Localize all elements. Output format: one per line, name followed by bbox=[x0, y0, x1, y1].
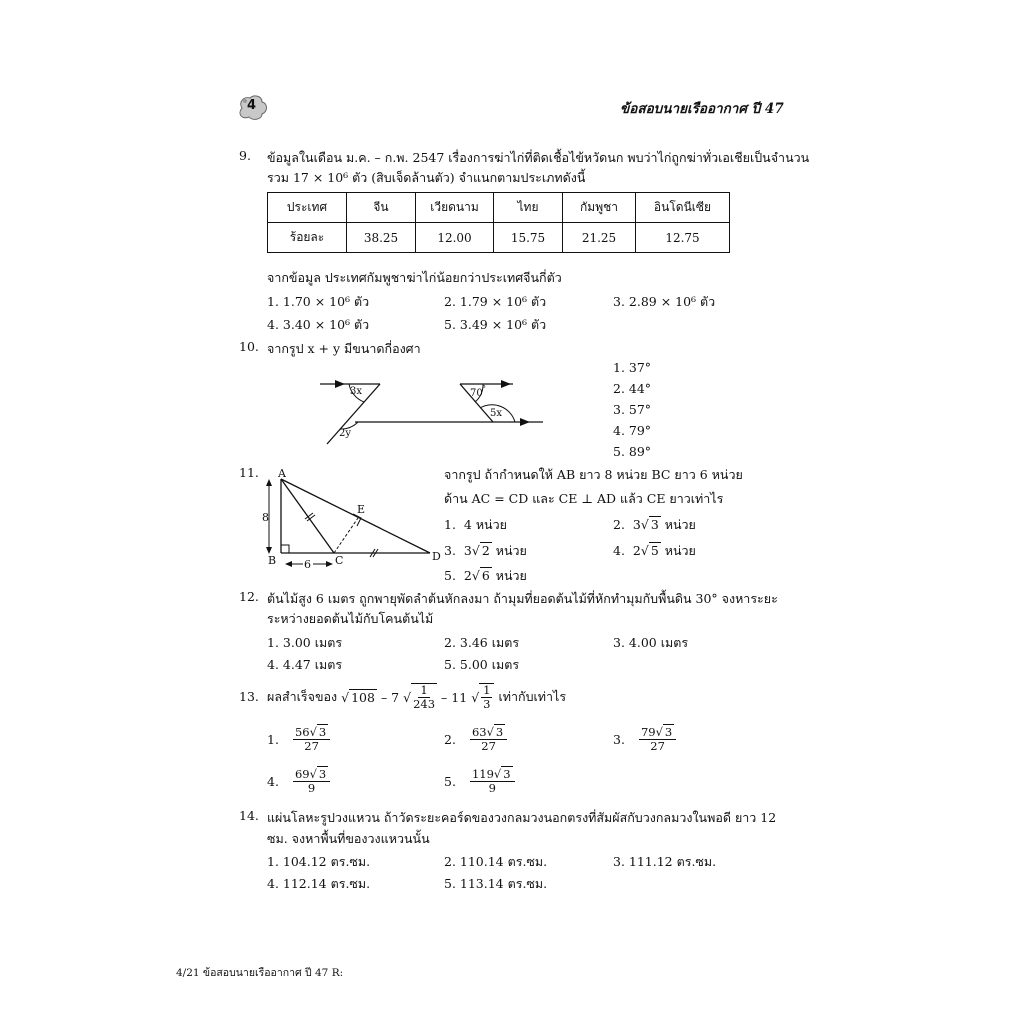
q9-question: จากข้อมูล ประเทศกัมพูชาฆ่าไก่น้อยกว่าประเทศจีนกี่ตัว bbox=[267, 270, 562, 285]
q9-line2: รวม 17 × 10⁶ ตัว (สิบเจ็ดล้านตัว) จำแนกตามประเภทดังนี้ bbox=[267, 170, 586, 185]
q14-choice-5: 5. 113.14 ตร.ซม. bbox=[444, 876, 548, 891]
arrow-icon bbox=[266, 547, 272, 554]
angle-label-deg: ° bbox=[482, 384, 486, 393]
choice-radicand: 2 bbox=[481, 543, 490, 558]
choice-number: 1. bbox=[267, 732, 279, 747]
choice-number: 5. bbox=[444, 568, 456, 583]
choice-number: 3. bbox=[613, 732, 625, 747]
q14-choice-1: 1. 104.12 ตร.ซม. bbox=[267, 854, 371, 869]
choice-coef: 2 bbox=[632, 543, 641, 558]
table-header-label: ประเทศ bbox=[268, 193, 347, 223]
choice-radicand: 5 bbox=[650, 543, 659, 558]
choice-coef: 2 bbox=[463, 568, 472, 583]
q9-number: 9. bbox=[239, 148, 251, 163]
arrow-icon bbox=[326, 561, 333, 567]
q13-expression bbox=[267, 680, 566, 714]
q11-choice-1 bbox=[444, 515, 507, 535]
choice-number: 4. bbox=[613, 543, 625, 558]
vertex-A: A bbox=[278, 467, 286, 480]
table-col-china: จีน bbox=[347, 193, 416, 223]
q14-line2: ซม. จงหาพื้นที่ของวงแหวนนั้น bbox=[267, 831, 430, 846]
q13-coef-3: – 11 bbox=[441, 689, 468, 705]
angle-label-5x: 5x bbox=[490, 408, 503, 419]
choice-number: 1. bbox=[444, 517, 456, 532]
sqrt-term-1: √ 108 bbox=[341, 689, 375, 705]
q9-choice-4: 4. 3.40 × 10⁶ ตัว bbox=[267, 317, 370, 332]
choice-unit: หน่วย bbox=[660, 517, 696, 532]
table-col-indonesia: อินโดนีเซีย bbox=[636, 193, 730, 223]
q11-line2: ด้าน AC = CD และ CE ⊥ AD แล้ว CE ยาวเท่าไร bbox=[444, 491, 724, 506]
q14-choice-2: 2. 110.14 ตร.ซม. bbox=[444, 854, 548, 869]
vertex-C: C bbox=[335, 554, 344, 567]
arrow-icon bbox=[266, 479, 272, 486]
q10-choice-4: 4. 79° bbox=[613, 423, 652, 438]
segment-AC bbox=[281, 479, 334, 553]
q13-number: 13. bbox=[239, 689, 259, 704]
q14-choice-3: 3. 111.12 ตร.ซม. bbox=[613, 854, 717, 869]
q12-choice-3: 3. 4.00 เมตร bbox=[613, 635, 689, 650]
q13-choice-4 bbox=[267, 768, 330, 795]
choice-fraction: $\frac{79√ 3}{27}$ bbox=[639, 726, 676, 753]
choice-number: 2. bbox=[444, 732, 456, 747]
q13-choice-3 bbox=[613, 726, 676, 753]
q11-choice-4: 4. 2√ 5 หน่วย bbox=[613, 543, 696, 558]
segment-CE bbox=[334, 518, 358, 553]
table-cell: 12.75 bbox=[636, 223, 730, 253]
q14-choice-4: 4. 112.14 ตร.ซม. bbox=[267, 876, 371, 891]
choice-coef: 3 bbox=[463, 543, 472, 558]
label-8: 8 bbox=[262, 511, 269, 524]
q11-choice-3: 3. 3√ 2 หน่วย bbox=[444, 543, 527, 558]
q12-number: 12. bbox=[239, 589, 259, 604]
arrow-icon bbox=[501, 380, 511, 388]
page-footer: 4/21 ข้อสอบนายเรืออากาศ ปี 47 R: bbox=[176, 967, 344, 979]
angle-label-2y: 2y bbox=[339, 428, 352, 439]
sqrt-term-3: √ $\frac{1}{3}$ bbox=[471, 683, 494, 711]
denominator: 243 bbox=[413, 697, 436, 711]
q12-line1: ต้นไม้สูง 6 เมตร ถูกพายุพัดลำต้นหักลงมา ถ้ามุมที่ยอดต้นไม้ที่หักทำมุมกับพื้นดิน 30° จงหาระยะ bbox=[267, 591, 778, 606]
q13-coef-2: – 7 bbox=[380, 689, 400, 705]
q11-triangle-figure bbox=[258, 466, 448, 570]
q12-line2: ระหว่างยอดต้นไม้กับโคนต้นไม้ bbox=[267, 611, 434, 626]
right-angle-mark bbox=[281, 545, 289, 553]
numerator: 1 bbox=[483, 683, 491, 697]
q9-choice-1: 1. 1.70 × 10⁶ ตัว bbox=[267, 294, 370, 309]
choice-fraction: $\frac{69√ 3}{9}$ bbox=[293, 768, 330, 795]
choice-radicand: 3 bbox=[650, 517, 659, 532]
q10-parallel-lines-figure bbox=[315, 374, 550, 446]
choice-number: 2. bbox=[613, 517, 625, 532]
choice-fraction: $\frac{63√ 3}{27}$ bbox=[470, 726, 507, 753]
arrow-icon bbox=[335, 380, 345, 388]
choice-unit: หน่วย bbox=[491, 543, 527, 558]
numerator: 1 bbox=[420, 683, 428, 697]
q12-choice-2: 2. 3.46 เมตร bbox=[444, 635, 520, 650]
table-row-label: ร้อยละ bbox=[268, 223, 347, 253]
q9-choice-2: 2. 1.79 × 10⁶ ตัว bbox=[444, 294, 547, 309]
vertex-E: E bbox=[357, 503, 366, 516]
choice-coef: 4 bbox=[463, 517, 472, 532]
arrow-icon bbox=[520, 418, 530, 426]
table-cell: 12.00 bbox=[416, 223, 494, 253]
page-header-title: ข้อสอบนายเรืออากาศ ปี 47 bbox=[620, 101, 784, 117]
choice-number: 3. bbox=[444, 543, 456, 558]
table-row bbox=[268, 223, 730, 253]
denominator: 3 bbox=[483, 697, 491, 711]
radicand: 108 bbox=[351, 689, 375, 705]
label-6: 6 bbox=[304, 558, 311, 570]
side-AD bbox=[281, 479, 430, 553]
choice-number: 4. bbox=[267, 774, 279, 789]
q11-number: 11. bbox=[239, 465, 259, 480]
angle-label-70: 70 bbox=[470, 388, 483, 399]
q9-line1: ข้อมูลในเดือน ม.ค. – ก.พ. 2547 เรื่องการฆ่าไก่ที่ติดเชื้อไข้หวัดนก พบว่าไก่ถูกฆ่าทั่วเอเชียเป็นจำนวน bbox=[267, 150, 810, 165]
table-cell: 38.25 bbox=[347, 223, 416, 253]
choice-fraction: $\frac{119√ 3}{9}$ bbox=[470, 768, 515, 795]
q12-choice-4: 4. 4.47 เมตร bbox=[267, 657, 343, 672]
choice-number: 5. bbox=[444, 774, 456, 789]
q11-choice-5: 5. 2√ 6 หน่วย bbox=[444, 568, 527, 583]
choice-unit: หน่วย bbox=[660, 543, 696, 558]
q13-suffix: เท่ากับเท่าไร bbox=[498, 689, 567, 704]
q11-choice-2: 2. 3√ 3 หน่วย bbox=[613, 517, 696, 532]
q9-choice-5: 5. 3.49 × 10⁶ ตัว bbox=[444, 317, 547, 332]
q12-choice-5: 5. 5.00 เมตร bbox=[444, 657, 520, 672]
q14-line1: แผ่นโลหะรูปวงแหวน ถ้าวัดระยะคอร์ดของวงกลมวงนอกตรงที่สัมผัสกับวงกลมวงในพอดี ยาว 12 bbox=[267, 810, 777, 825]
table-cell: 15.75 bbox=[494, 223, 563, 253]
sqrt-term-2: √ $\frac{1}{243}$ bbox=[403, 683, 436, 711]
q13-choice-2 bbox=[444, 726, 507, 753]
choice-fraction: $\frac{56√ 3}{27}$ bbox=[293, 726, 330, 753]
choice-coef: 3 bbox=[632, 517, 641, 532]
table-header-row bbox=[268, 193, 730, 223]
q10-choice-1: 1. 37° bbox=[613, 360, 652, 375]
table-col-vietnam: เวียดนาม bbox=[416, 193, 494, 223]
choice-unit: หน่วย bbox=[471, 517, 507, 532]
q9-data-table bbox=[267, 192, 730, 253]
vertex-D: D bbox=[432, 550, 441, 563]
q10-choice-5: 5. 89° bbox=[613, 444, 652, 459]
q14-number: 14. bbox=[239, 808, 259, 823]
q10-choice-2: 2. 44° bbox=[613, 381, 652, 396]
vertex-B: B bbox=[268, 554, 277, 567]
table-cell: 21.25 bbox=[563, 223, 636, 253]
page-number: 4 bbox=[247, 98, 257, 113]
choice-unit: หน่วย bbox=[491, 568, 527, 583]
q10-number: 10. bbox=[239, 339, 259, 354]
q11-line1: จากรูป ถ้ากำหนดให้ AB ยาว 8 หน่วย BC ยาว 6 หน่วย bbox=[444, 467, 743, 482]
q13-choice-1 bbox=[267, 726, 330, 753]
q10-question: จากรูป x + y มีขนาดกี่องศา bbox=[267, 341, 421, 356]
table-col-cambodia: กัมพูชา bbox=[563, 193, 636, 223]
q10-choice-3: 3. 57° bbox=[613, 402, 652, 417]
q13-prefix: ผลสำเร็จของ bbox=[267, 689, 338, 704]
choice-radicand: 6 bbox=[481, 568, 490, 583]
arrow-icon bbox=[285, 561, 292, 567]
angle-label-3x: 3x bbox=[350, 386, 363, 397]
q13-choice-5 bbox=[444, 768, 515, 795]
q9-choice-3: 3. 2.89 × 10⁶ ตัว bbox=[613, 294, 716, 309]
table-col-thailand: ไทย bbox=[494, 193, 563, 223]
q12-choice-1: 1. 3.00 เมตร bbox=[267, 635, 343, 650]
